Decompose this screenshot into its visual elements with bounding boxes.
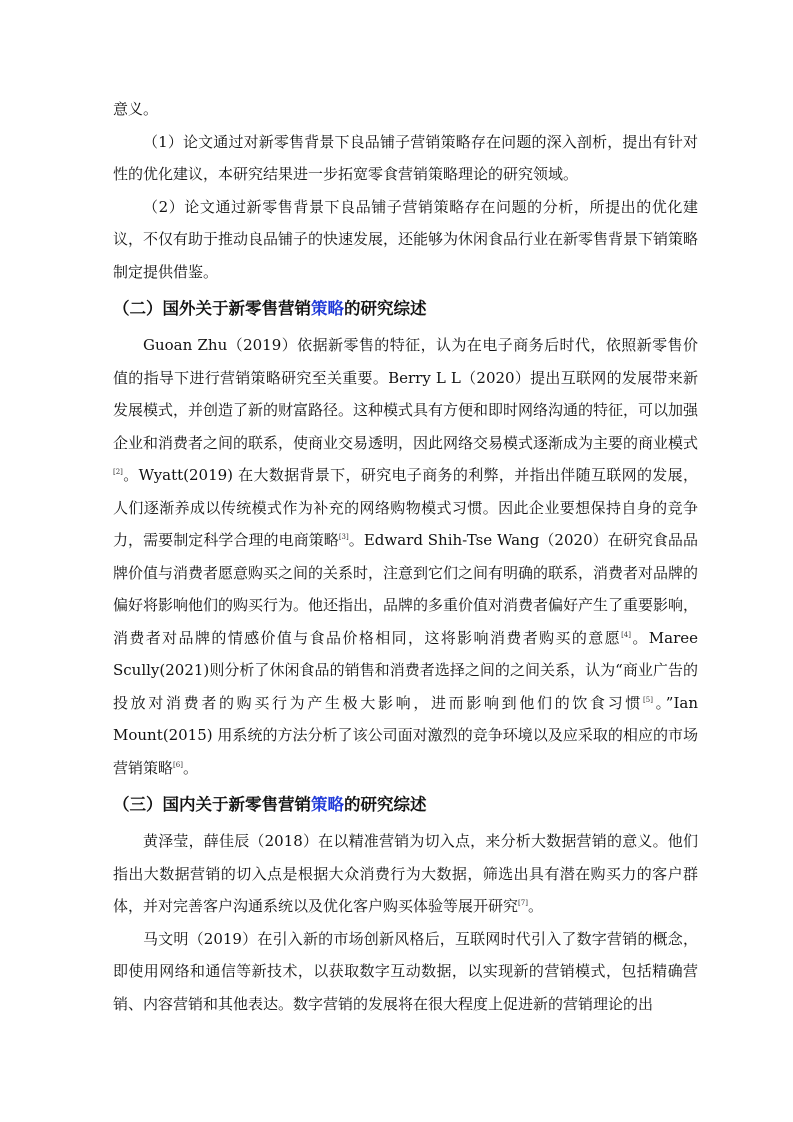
text-run: Guoan Zhu（2019）依据新零售的特征，认为在电子商务后时代，依照新零售价值的指导下进行营销策略研究至关重要。Berry L L（2020）提出互联网的发展带来新发展模式，并创造了新的财富路径。这种模式具有方便和即时网络沟通的特征，可以加强企业和消费者之间的联系，使商业交易透明，因此网络交易模式逐渐成为主要的商业模式	[113, 336, 699, 452]
paragraph-foreign-review	[113, 329, 698, 784]
citation-marker: [2]	[113, 468, 123, 476]
paragraph-continuation: 意义。	[113, 100, 159, 118]
text-run: 黄泽莹，薛佳辰（2018）在以精准营销为切入点，来分析大数据营销的意义。他们指出大数据营销的切入点是根据大众消费行为大数据，筛选出具有潜在购买力的客户群体，并对完善客户沟通系统以及优化客户购买体验等展开研究	[113, 832, 698, 915]
citation-marker: [5]	[643, 695, 653, 704]
heading-highlight: 策略	[311, 795, 344, 814]
paragraph-significance-2: （2）论文通过新零售背景下良品铺子营销策略存在问题的分析，所提出的优化建议，不仅有助于推动良品铺子的快速发展，还能够为休闲食品行业在新零售背景下销策略制定提供借鉴。	[113, 197, 699, 281]
section-heading-foreign-review	[113, 292, 698, 325]
citation-marker: [4]	[621, 630, 631, 639]
citation-marker: [6]	[173, 760, 183, 769]
heading-text-tail: 的研究综述	[344, 299, 427, 318]
heading-text: （二）国外关于新零售营销	[113, 299, 311, 318]
text-run: 。”Ian Mount(2015) 用系统的方法分析了该公司面对激烈的竞争环境以及应采取的相应的市场营销策略	[113, 693, 698, 777]
text-run: 。	[182, 758, 198, 777]
citation-marker: [3]	[338, 533, 349, 541]
text-run: 。Maree Scully(2021)则分析了休闲食品的销售和消费者选择之间的之间关系，认为“商业广告的投放对消费者的购买行为产生极大影响，进而影响到他们的饮食习惯	[113, 628, 698, 712]
heading-text: （三）国内关于新零售营销	[113, 795, 311, 814]
paragraph-domestic-review-2: 马文明（2019）在引入新的市场创新风格后，互联网时代引入了数字营销的概念，即使用网络和通信等新技术，以获取数字互动数据，以实现新的营销模式，包括精确营销、内容营销和其他表达。数字营销的发展将在很大程度上促进新的营销理论的出	[113, 929, 698, 1013]
citation-marker: [7]	[518, 899, 528, 907]
text-run: 。	[527, 897, 543, 915]
heading-highlight: 策略	[311, 299, 344, 318]
paragraph-significance-1: （1）论文通过对新零售背景下良品铺子营销策略存在问题的深入剖析，提出有针对性的优化建议，本研究结果进一步拓宽零食营销策略理论的研究领域。	[113, 132, 698, 183]
text-run: 。Edward Shih-Tse Wang（2020）在研究食品品牌价值与消费者愿意购买之间的关系时，注意到它们之间有明确的联系，消费者对品牌的偏好将影响他们的购买行为。他还指出，品牌的多重价值对消费者偏好产生了重要影响，消费者对品牌的情感价值与食品价格相同，这将影响消费者购买的意愿	[113, 531, 699, 647]
text-run: 。Wyatt(2019) 在大数据背景下，研究电子商务的利弊，并指出伴随互联网的发展，人们逐渐养成以传统模式作为补充的网络购物模式习惯。因此企业要想保持自身的竞争力，需要制定科学合理的电商策略	[113, 466, 698, 549]
heading-text-tail: 的研究综述	[344, 795, 427, 814]
paragraph-domestic-review-1	[113, 825, 698, 923]
section-heading-domestic-review	[113, 788, 698, 821]
document-page	[113, 93, 698, 1020]
